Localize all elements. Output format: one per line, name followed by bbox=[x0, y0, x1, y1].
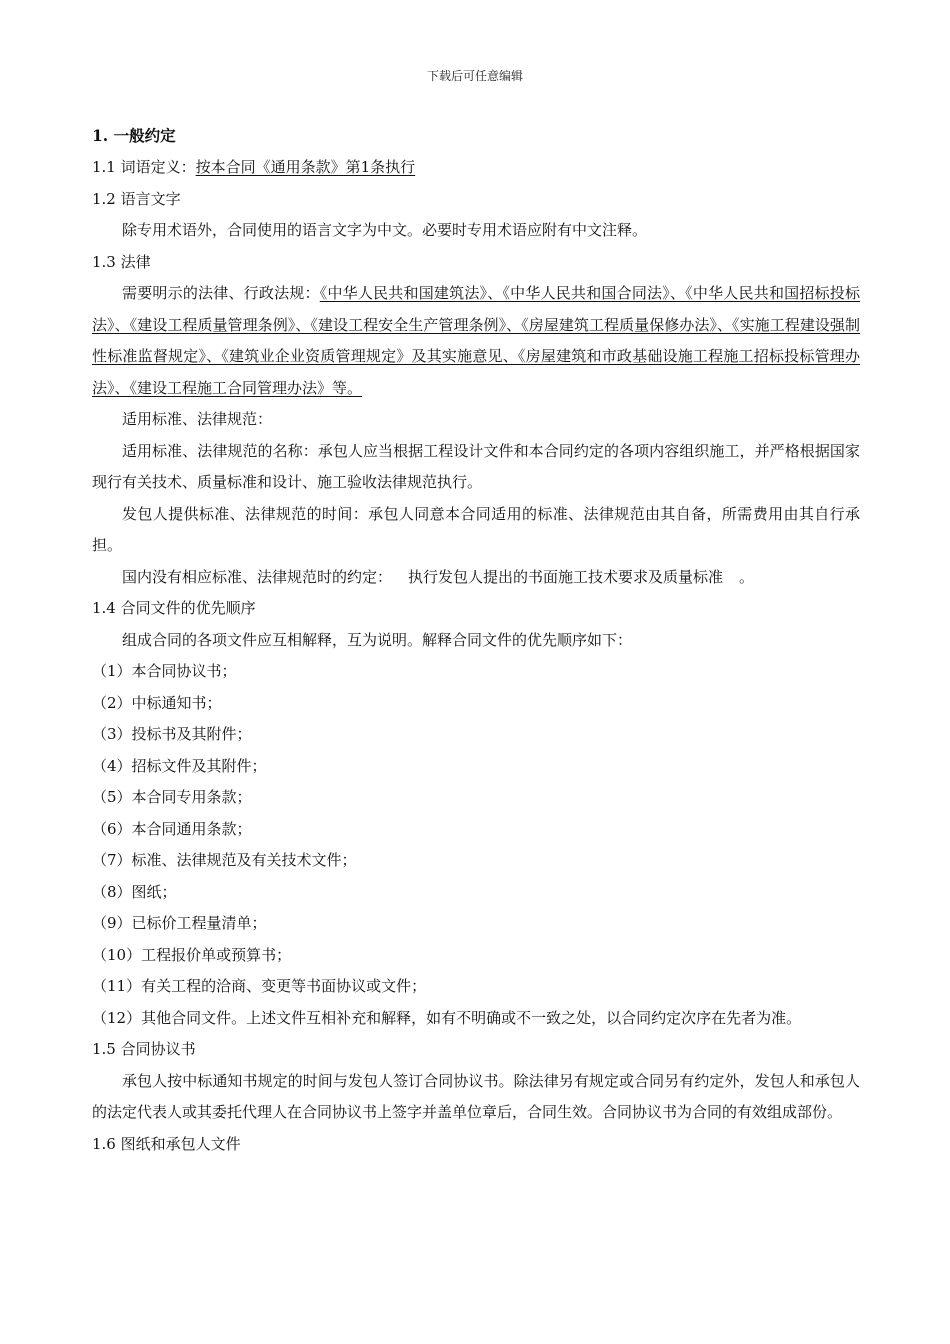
list-item: （8）图纸； bbox=[92, 882, 177, 901]
clause-1-5-heading: 1.5 合同协议书 bbox=[92, 1040, 196, 1058]
clause-1-1-label: 1.1 词语定义： bbox=[92, 158, 196, 176]
standards-heading: 适用标准、法律规范： bbox=[122, 410, 273, 428]
list-item: （10）工程报价单或预算书； bbox=[92, 945, 292, 964]
clause-1-5-text: 承包人按中标通知书规定的时间与发包人签订合同协议书。除法律另有规定或合同另有约定外，发包人和承包人的法定代表人或其委托代理人在合同协议书上签字并盖单位章后，合同生效。合同协议书为合同的有效组成部份。 bbox=[92, 1071, 860, 1121]
section-title: 1. 一般约定 bbox=[92, 126, 176, 145]
laws-list: 《中华人民共和国建筑法》、《中华人民共和国合同法》、《中华人民共和国招标投标法》、《建设工程质量管理条例》、《建设工程安全生产管理条例》、《房屋建筑工程质量保修办法》、《实施工程建设强制性标准监督规定》、《建筑业企业资质管理规定》及其实施意见、《房屋建筑和市政基础设施工程施工招标投标管理办法》、《建设工程施工合同管理办法》等。 bbox=[92, 284, 860, 397]
list-item: （1）本合同协议书； bbox=[92, 662, 237, 680]
clause-1-4-intro: 组成合同的各项文件应互相解释，互为说明。解释合同文件的优先顺序如下： bbox=[122, 630, 633, 649]
no-standard-label: 国内没有相应标准、法律规范时的约定： bbox=[122, 567, 393, 586]
clause-1-3-heading: 1.3 法律 bbox=[92, 252, 151, 271]
list-item: （9）已标价工程量清单； bbox=[92, 914, 267, 932]
clause-1-1 bbox=[92, 152, 860, 184]
no-standard-clause bbox=[92, 562, 860, 594]
standards-names: 适用标准、法律规范的名称：承包人应当根据工程设计文件和本合同约定的各项内容组织施工，并严格根据国家现行有关技术、质量标准和设计、施工验收法律规范执行。 bbox=[92, 441, 860, 491]
laws-intro: 需要明示的法律、行政法规： bbox=[122, 284, 320, 302]
list-item: （3）投标书及其附件； bbox=[92, 725, 252, 743]
document-body bbox=[92, 121, 860, 1160]
list-item: （11）有关工程的洽商、变更等书面协议或文件； bbox=[92, 977, 427, 995]
clause-1-6-heading: 1.6 图纸和承包人文件 bbox=[92, 1134, 241, 1153]
no-standard-value: 执行发包人提出的书面施工技术要求及质量标准 bbox=[408, 567, 724, 586]
priority-list bbox=[92, 656, 860, 1034]
no-standard-end: 。 bbox=[739, 567, 755, 586]
clause-1-3-laws bbox=[92, 278, 860, 404]
clause-1-1-text: 按本合同《通用条款》第1条执行 bbox=[195, 158, 416, 176]
list-item: （7）标准、法律规范及有关技术文件； bbox=[92, 851, 357, 869]
standards-time: 发包人提供标准、法律规范的时间：承包人同意本合同适用的标准、法律规范由其自备，所需费用由其自行承担。 bbox=[92, 504, 860, 554]
list-item: （12）其他合同文件。上述文件互相补充和解释，如有不明确或不一致之处，以合同约定次序在先者为准。 bbox=[92, 1008, 802, 1027]
header-note: 下载后可任意编辑 bbox=[426, 69, 523, 83]
list-item: （5）本合同专用条款； bbox=[92, 788, 252, 806]
list-item: （2）中标通知书； bbox=[92, 693, 222, 712]
clause-1-4-heading: 1.4 合同文件的优先顺序 bbox=[92, 599, 256, 617]
list-item: （6）本合同通用条款； bbox=[92, 819, 252, 838]
list-item: （4）招标文件及其附件； bbox=[92, 756, 267, 775]
clause-1-2-text: 除专用术语外，合同使用的语言文字为中文。必要时专用术语应附有中文注释。 bbox=[122, 221, 648, 239]
clause-1-2-heading: 1.2 语言文字 bbox=[92, 189, 181, 208]
